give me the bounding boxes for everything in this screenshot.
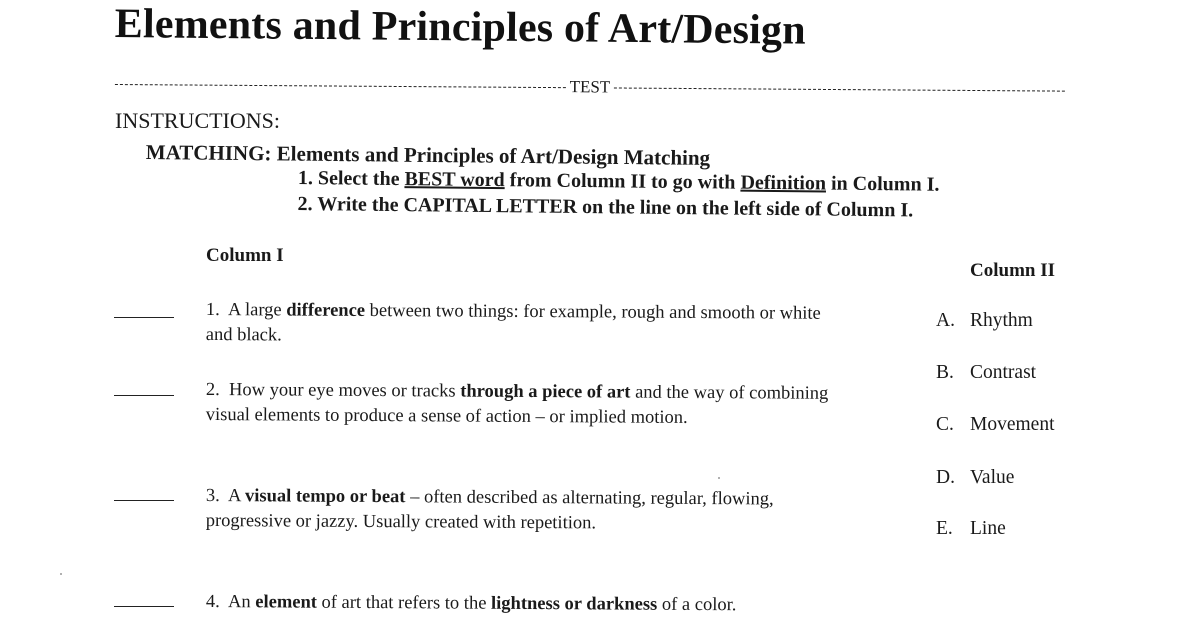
step-number: 1.	[297, 167, 313, 190]
divider-dash-right	[614, 87, 1065, 91]
matching-text: Elements and Principles of Art/Design Matching	[276, 141, 711, 170]
option-word: Value	[970, 467, 1015, 488]
question-text: A	[227, 486, 246, 507]
question-text: How your eye moves or tracks	[228, 380, 461, 402]
question-1	[206, 298, 846, 352]
option-word: Line	[970, 518, 1006, 539]
option-letter: D.	[936, 467, 955, 488]
answer-blank-4[interactable]	[114, 606, 174, 607]
question-keyword: visual tempo or beat	[244, 486, 406, 508]
title-divider	[115, 74, 1065, 101]
column-1-header: Column I	[206, 245, 284, 266]
column-2-header: Column II	[970, 260, 1055, 281]
question-text: of a color.	[657, 594, 737, 616]
instruction-steps	[297, 167, 939, 226]
step-text: Select the	[317, 167, 405, 191]
question-keyword: difference	[286, 300, 366, 321]
question-keyword: through a piece of art	[460, 381, 631, 403]
option-letter: A.	[936, 310, 955, 331]
answer-blank-2[interactable]	[114, 395, 174, 396]
option-word: Movement	[970, 414, 1055, 435]
question-keyword: element	[255, 592, 317, 613]
option-a	[936, 310, 1033, 332]
divider-dash-left	[115, 83, 566, 87]
step-text: in Column I.	[825, 172, 940, 196]
test-label: TEST	[569, 77, 611, 97]
step-number: 2.	[297, 192, 313, 216]
question-3	[206, 484, 846, 538]
option-letter: E.	[936, 518, 953, 539]
question-number: 2.	[205, 379, 220, 401]
option-c	[936, 414, 1054, 436]
question-4	[206, 590, 846, 619]
question-number: 3.	[205, 485, 220, 507]
option-word: Contrast	[970, 362, 1037, 383]
question-keyword: lightness or darkness	[491, 593, 658, 615]
question-number: 1.	[205, 299, 220, 321]
question-text: An	[227, 592, 256, 613]
question-text: between two things: for example, rough and smooth or white and black.	[205, 300, 821, 346]
matching-line	[146, 140, 710, 171]
scan-speck	[718, 477, 720, 479]
option-word: Rhythm	[970, 310, 1033, 331]
step-text: from Column II to go with	[504, 169, 741, 194]
question-text: A large	[227, 300, 287, 321]
option-b	[936, 362, 1036, 384]
instructions-heading: INSTRUCTIONS:	[115, 108, 281, 133]
step-underlined-definition: Definition	[740, 171, 827, 195]
answer-blank-1[interactable]	[114, 317, 174, 318]
instruction-step-2	[297, 193, 939, 226]
option-letter: C.	[936, 414, 954, 435]
question-2	[206, 378, 846, 432]
step-text: Write the CAPITAL LETTER on the line on the left side of Column I.	[317, 193, 914, 222]
question-text: of art that refers to the	[316, 592, 492, 614]
answer-blank-3[interactable]	[114, 500, 174, 501]
matching-label: MATCHING:	[145, 140, 272, 166]
question-text: – often described as alternating, regular, flowing, progressive or jazzy. Usually created with repetition.	[205, 487, 774, 534]
option-e	[936, 518, 1006, 540]
page-title: Elements and Principles of Art/Design	[114, 0, 807, 54]
option-letter: B.	[936, 362, 954, 383]
scan-speck	[60, 573, 62, 575]
question-text: and the way of combining visual elements to produce a sense of action – or implied motion.	[205, 382, 829, 428]
option-d	[936, 467, 1014, 489]
step-underlined-best-word: BEST word	[404, 168, 505, 192]
question-number: 4.	[205, 591, 220, 613]
